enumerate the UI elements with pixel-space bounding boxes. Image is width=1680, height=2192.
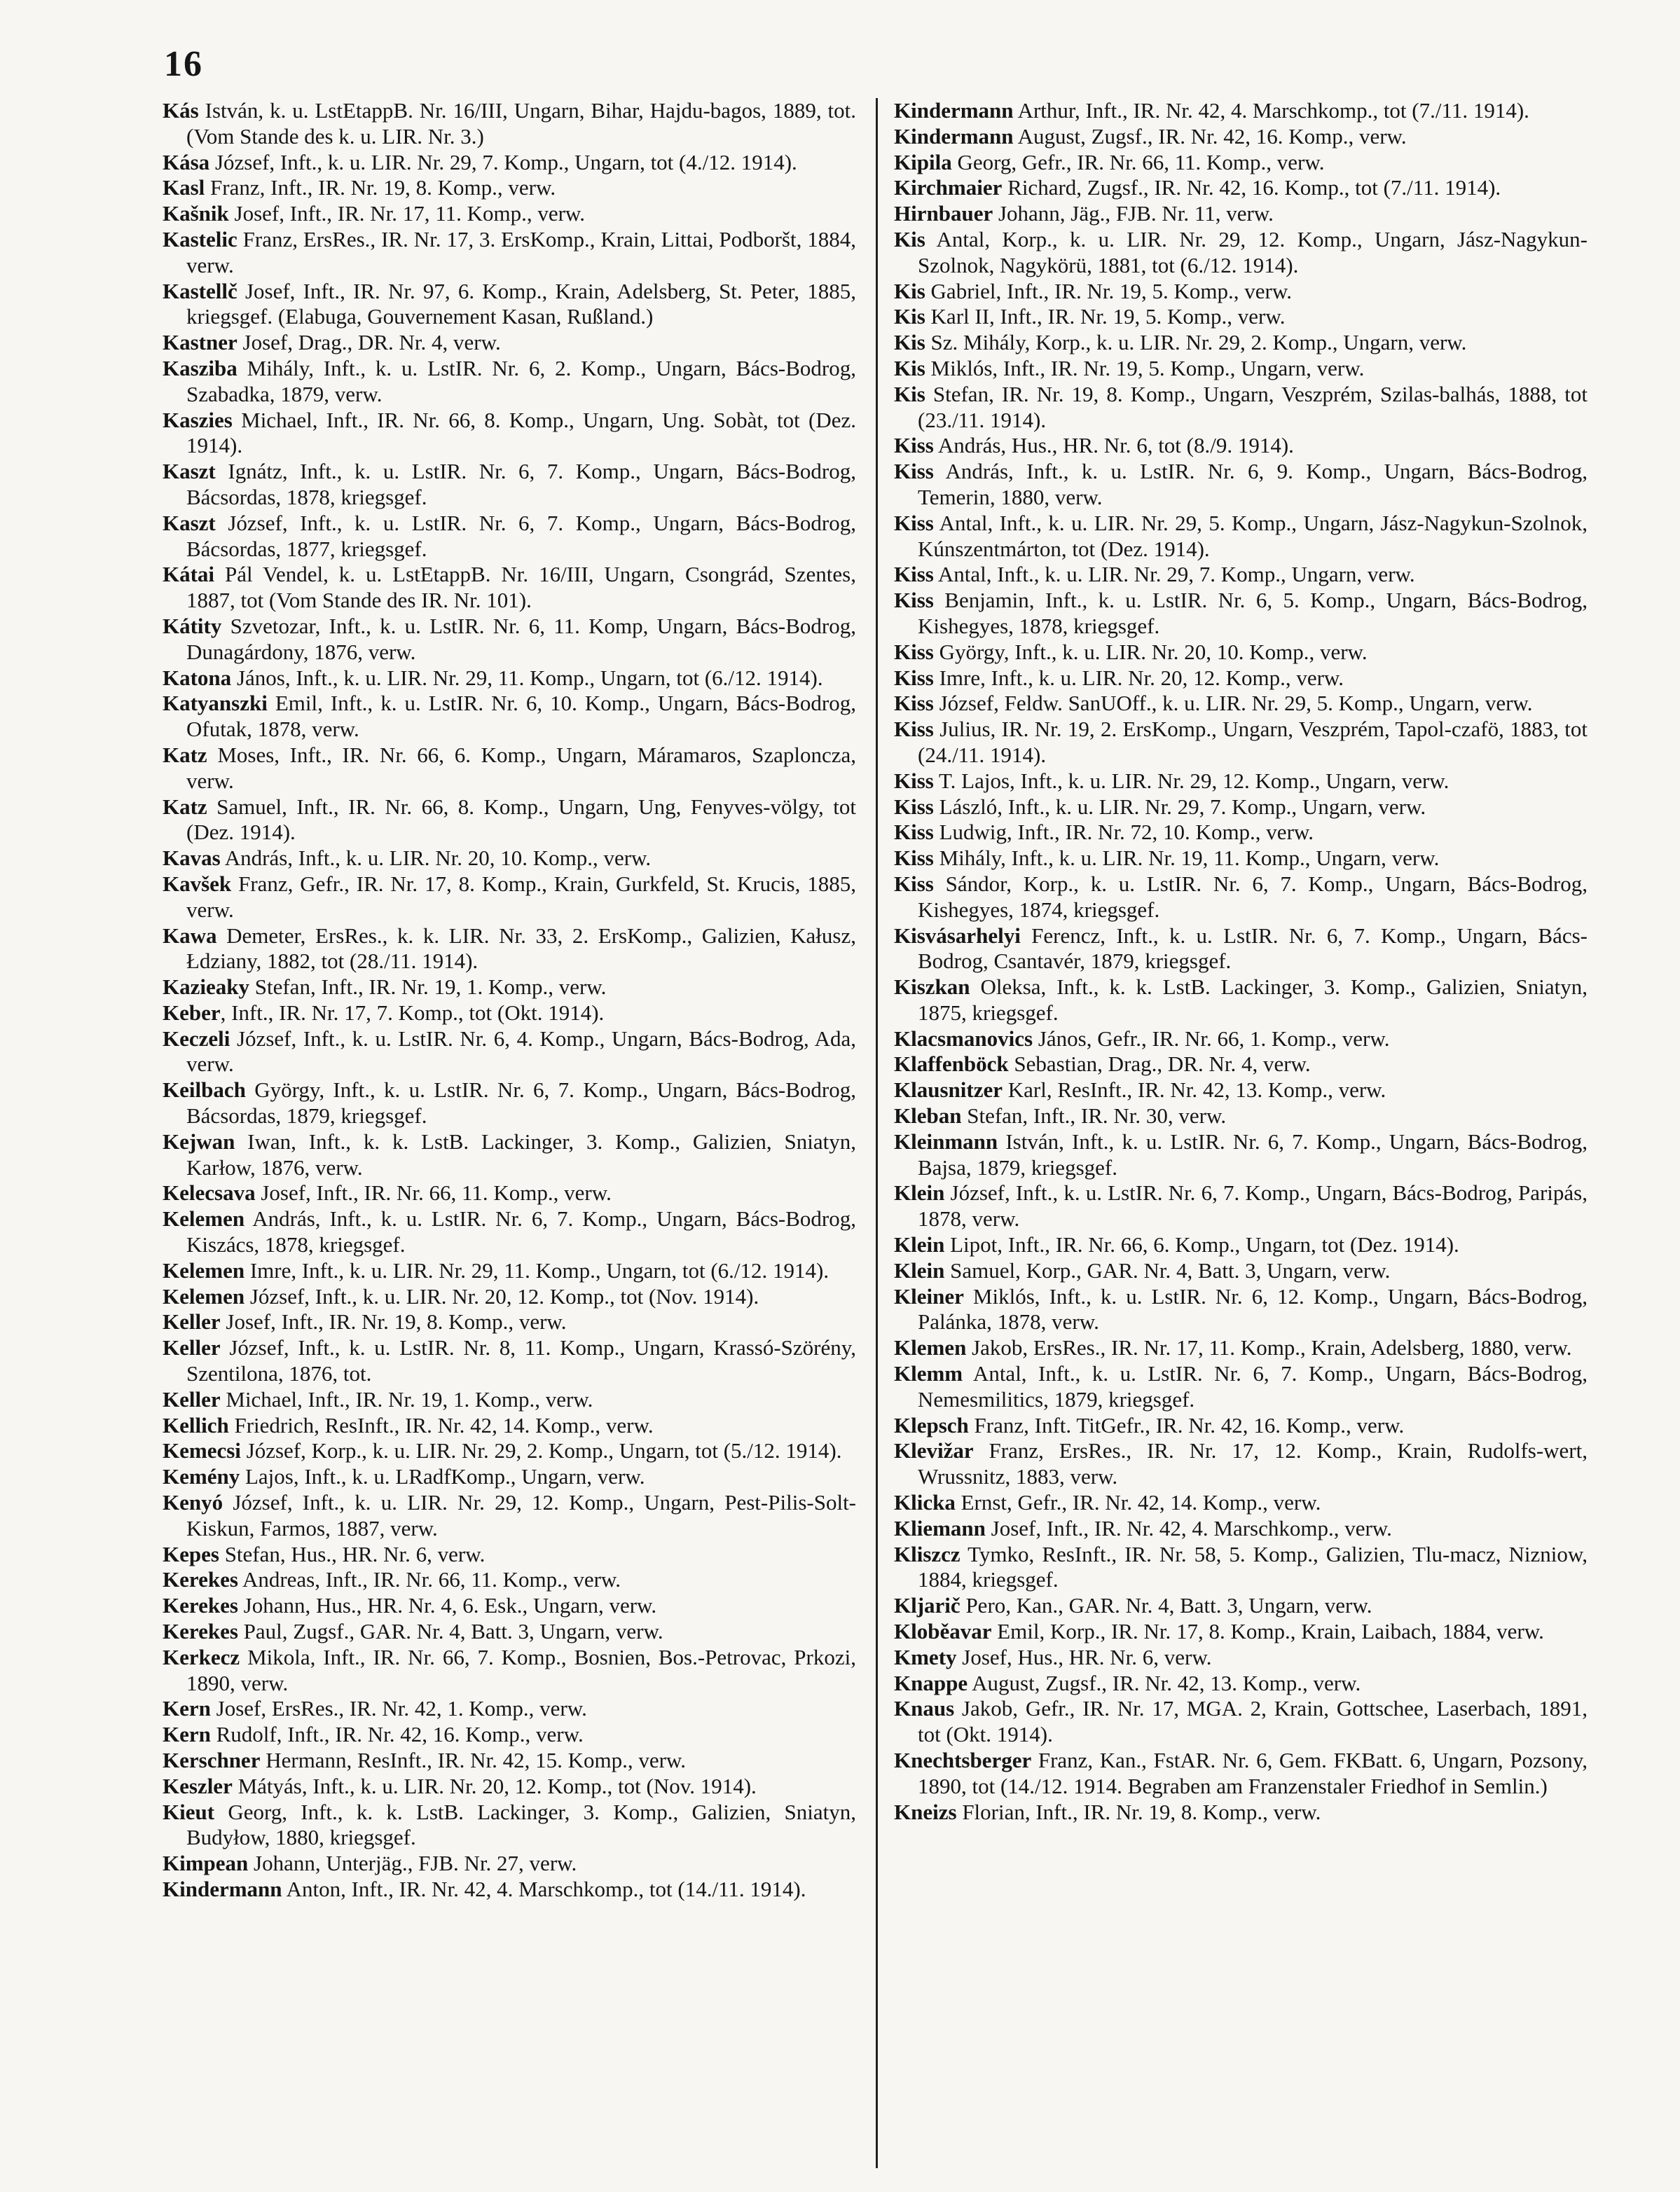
entry-surname: Kátity xyxy=(163,613,222,638)
list-entry xyxy=(894,1077,1588,1103)
entry-surname: Kiszkan xyxy=(894,974,970,1000)
list-entry xyxy=(163,201,856,227)
entry-details: Hermann, ResInft., IR. Nr. 42, 15. Komp., verw. xyxy=(260,1748,687,1772)
entry-surname: Keilbach xyxy=(163,1077,246,1103)
entry-details: Antal, Korp., k. u. LIR. Nr. 29, 12. Komp., Ungarn, Jász-Nagykun-Szolnok, Nagykörü, 1881, tot (6./12. 1914). xyxy=(918,226,1588,277)
list-entry xyxy=(894,1052,1588,1077)
entry-surname: Klausnitzer xyxy=(894,1077,1003,1103)
list-entry xyxy=(894,1413,1588,1439)
list-entry xyxy=(163,227,856,279)
list-entry xyxy=(894,1516,1588,1542)
entry-surname: Kis xyxy=(894,330,925,355)
list-entry xyxy=(894,1026,1588,1052)
entry-details: Lipot, Inft., IR. Nr. 66, 6. Komp., Ungarn, tot (Dez. 1914). xyxy=(944,1232,1459,1257)
entry-details: Franz, Inft. TitGefr., IR. Nr. 42, 16. Komp., verw. xyxy=(968,1412,1405,1438)
entry-surname: Kiss xyxy=(894,871,934,896)
list-entry xyxy=(894,124,1588,150)
list-entry xyxy=(163,1129,856,1181)
entry-details: Josef, Inft., IR. Nr. 19, 8. Komp., verw. xyxy=(220,1309,567,1335)
list-entry xyxy=(163,974,856,1000)
entry-details: Szvetozar, Inft., k. u. LstIR. Nr. 6, 11. Komp, Ungarn, Bács-Bodrog, Dunagárdony, 1876, verw. xyxy=(186,613,856,664)
list-entry xyxy=(894,1593,1588,1619)
entry-surname: Kiss xyxy=(894,691,934,716)
entry-surname: Keber xyxy=(163,1000,221,1025)
entry-details: Miklós, Inft., k. u. LstIR. Nr. 6, 12. Komp., Ungarn, Bács-Bodrog, Palánka, 1878, verw. xyxy=(918,1283,1588,1335)
entry-details: József, Inft., k. u. LIR. Nr. 20, 12. Komp., tot (Nov. 1914). xyxy=(245,1283,759,1309)
entry-details: András, Inft., k. u. LIR. Nr. 20, 10. Komp., verw. xyxy=(220,846,652,871)
entry-surname: Keczeli xyxy=(163,1026,230,1051)
list-entry xyxy=(894,1232,1588,1258)
entry-details: József, Inft., k. u. LIR. Nr. 29, 7. Komp., Ungarn, tot (4./12. 1914). xyxy=(209,149,797,174)
list-entry xyxy=(894,1671,1588,1697)
entry-surname: Kneizs xyxy=(894,1799,957,1824)
list-entry xyxy=(894,1284,1588,1336)
list-entry xyxy=(894,1335,1588,1361)
entry-surname: Hirnbauer xyxy=(894,201,993,226)
list-entry xyxy=(163,743,856,794)
entry-surname: Klemm xyxy=(894,1361,963,1386)
entry-details: Georg, Inft., k. k. LstB. Lackinger, 3. Komp., Galizien, Sniatyn, Budyłow, 1880, kriegsgef. xyxy=(186,1799,856,1850)
list-entry xyxy=(163,562,856,614)
entry-details: Franz, Inft., IR. Nr. 19, 8. Komp., verw. xyxy=(205,175,556,200)
list-entry xyxy=(163,1774,856,1800)
entry-details: Imre, Inft., k. u. LIR. Nr. 29, 11. Komp., Ungarn, tot (6./12. 1914). xyxy=(245,1257,829,1283)
list-entry xyxy=(163,1000,856,1026)
entry-surname: Kimpean xyxy=(163,1851,249,1876)
entry-details: Josef, Hus., HR. Nr. 6, verw. xyxy=(956,1644,1212,1669)
entry-details: , Inft., IR. Nr. 17, 7. Komp., tot (Okt. 1914). xyxy=(220,1000,605,1025)
entry-details: Stefan, IR. Nr. 19, 8. Komp., Ungarn, Veszprém, Szilas-balhás, 1888, tot (23./11. 1914). xyxy=(918,381,1588,432)
list-entry xyxy=(163,691,856,743)
list-entry xyxy=(163,1026,856,1078)
list-entry xyxy=(894,201,1588,227)
entry-details: Jakob, Gefr., IR. Nr. 17, MGA. 2, Krain, Gottschee, Laserbach, 1891, tot (Okt. 1914). xyxy=(918,1696,1588,1747)
list-entry xyxy=(894,640,1588,666)
list-entry xyxy=(163,1593,856,1619)
list-entry xyxy=(894,820,1588,846)
list-entry xyxy=(163,1567,856,1593)
entry-details: Josef, Inft., IR. Nr. 97, 6. Komp., Krain, Adelsberg, St. Peter, 1885, kriegsgef. (Elabuga, Gouvernement Kasan, Rußland.) xyxy=(186,278,856,329)
entry-details: Pál Vendel, k. u. LstEtappB. Nr. 16/III, Ungarn, Csongrád, Szentes, 1887, tot (Vom Stande des IR. Nr. 101). xyxy=(186,562,856,613)
entry-surname: Kaszt xyxy=(163,459,216,484)
list-entry xyxy=(163,794,856,846)
entry-details: Arthur, Inft., IR. Nr. 42, 4. Marschkomp., tot (7./11. 1914). xyxy=(1013,98,1529,123)
entry-details: Imre, Inft., k. u. LIR. Nr. 20, 12. Komp., verw. xyxy=(933,665,1344,690)
entry-details: Josef, Inft., IR. Nr. 17, 11. Komp., verw. xyxy=(228,201,586,226)
entry-details: August, Zugsf., IR. Nr. 42, 13. Komp., verw. xyxy=(968,1670,1361,1695)
list-entry xyxy=(894,1180,1588,1232)
entry-details: Mátyás, Inft., k. u. LIR. Nr. 20, 12. Komp., tot (Nov. 1914). xyxy=(232,1773,757,1798)
entry-surname: Kiss xyxy=(894,510,934,535)
entry-surname: Kleiner xyxy=(894,1283,964,1309)
entry-surname: Kelemen xyxy=(163,1206,245,1232)
list-entry xyxy=(163,1722,856,1748)
list-entry xyxy=(163,1335,856,1387)
entry-details: Oleksa, Inft., k. k. LstB. Lackinger, 3. Komp., Galizien, Sniatyn, 1875, kriegsgef. xyxy=(918,974,1588,1025)
entry-details: Sz. Mihály, Korp., k. u. LIR. Nr. 29, 2. Komp., Ungarn, verw. xyxy=(925,330,1467,355)
entry-details: Franz, ErsRes., IR. Nr. 17, 3. ErsKomp., Krain, Littai, Podboršt, 1884, verw. xyxy=(186,226,856,277)
entry-surname: Klein xyxy=(894,1232,945,1257)
entry-surname: Kaszies xyxy=(163,407,233,432)
entry-surname: Kemény xyxy=(163,1464,240,1489)
entry-details: András, Inft., k. u. LstIR. Nr. 6, 9. Komp., Ungarn, Bács-Bodrog, Temerin, 1880, verw. xyxy=(918,459,1588,509)
entry-surname: Kis xyxy=(894,381,925,406)
entry-details: Miklós, Inft., IR. Nr. 19, 5. Komp., Ungarn, verw. xyxy=(925,355,1365,380)
entry-surname: Kerekes xyxy=(163,1567,238,1592)
entry-surname: Katona xyxy=(163,665,232,690)
list-entry xyxy=(163,408,856,460)
list-entry xyxy=(163,98,856,150)
entry-details: Josef, Inft., IR. Nr. 66, 11. Komp., verw. xyxy=(255,1180,612,1206)
list-entry xyxy=(894,846,1588,871)
entry-surname: Katz xyxy=(163,742,207,767)
entry-surname: Kemecsi xyxy=(163,1438,241,1463)
list-entry xyxy=(894,1258,1588,1284)
list-entry xyxy=(163,1180,856,1206)
entry-details: Ludwig, Inft., IR. Nr. 72, 10. Komp., verw. xyxy=(933,820,1314,845)
entry-surname: Kawa xyxy=(163,923,217,948)
entry-details: Richard, Zugsf., IR. Nr. 42, 16. Komp., tot (7./11. 1914). xyxy=(1002,175,1501,200)
list-entry xyxy=(894,1696,1588,1748)
list-entry xyxy=(894,666,1588,691)
entry-details: Lajos, Inft., k. u. LRadfKomp., Ungarn, verw. xyxy=(240,1464,645,1489)
entry-details: Florian, Inft., IR. Nr. 19, 8. Komp., verw. xyxy=(956,1799,1321,1824)
list-entry xyxy=(163,1258,856,1284)
entry-details: László, Inft., k. u. LIR. Nr. 29, 7. Komp., Ungarn, verw. xyxy=(933,794,1426,819)
entry-surname: Kindermann xyxy=(894,98,1014,123)
entry-details: Emil, Inft., k. u. LstIR. Nr. 6, 10. Komp., Ungarn, Bács-Bodrog, Ofutak, 1878, verw. xyxy=(186,691,856,742)
list-entry xyxy=(163,871,856,923)
list-entry xyxy=(163,1619,856,1645)
list-entry xyxy=(163,1438,856,1464)
entry-details: József, Inft., k. u. LstIR. Nr. 6, 7. Komp., Ungarn, Bács-Bodrog, Bácsordas, 1877, kriegsgef. xyxy=(186,510,856,561)
entry-surname: Kejwan xyxy=(163,1129,235,1154)
entry-surname: Klein xyxy=(894,1180,945,1206)
entry-surname: Kašnik xyxy=(163,201,229,226)
entry-surname: Kipila xyxy=(894,149,952,174)
entry-details: Sebastian, Drag., DR. Nr. 4, verw. xyxy=(1008,1052,1311,1077)
entry-surname: Klicka xyxy=(894,1490,956,1515)
entry-surname: Kás xyxy=(163,98,199,123)
list-entry xyxy=(163,1413,856,1439)
entry-details: Ignátz, Inft., k. u. LstIR. Nr. 6, 7. Komp., Ungarn, Bács-Bodrog, Bácsordas, 1878, kriegsgef. xyxy=(186,459,856,509)
entry-details: T. Lajos, Inft., k. u. LIR. Nr. 29, 12. Komp., Ungarn, verw. xyxy=(933,768,1450,793)
entry-details: József, Inft., k. u. LIR. Nr. 29, 12. Komp., Ungarn, Pest-Pilis-Solt-Kiskun, Farmos, 1887, verw. xyxy=(186,1490,856,1540)
list-entry xyxy=(894,1619,1588,1645)
entry-details: Franz, Gefr., IR. Nr. 17, 8. Komp., Krain, Gurkfeld, St. Krucis, 1885, verw. xyxy=(186,871,856,922)
entry-surname: Kern xyxy=(163,1722,211,1747)
left-column xyxy=(163,98,856,1903)
entry-surname: Kasziba xyxy=(163,355,237,380)
entry-surname: Kastellč xyxy=(163,278,237,303)
entry-surname: Kastner xyxy=(163,330,237,355)
entry-surname: Kis xyxy=(894,278,925,303)
entry-details: Rudolf, Inft., IR. Nr. 42, 16. Komp., verw. xyxy=(210,1722,584,1747)
list-entry xyxy=(894,330,1588,356)
list-entry xyxy=(894,768,1588,794)
entry-surname: Klevižar xyxy=(894,1438,974,1463)
entry-details: Mihály, Inft., k. u. LstIR. Nr. 6, 2. Komp., Ungarn, Bács-Bodrog, Szabadka, 1879, verw. xyxy=(186,355,856,406)
entry-details: Demeter, ErsRes., k. k. LIR. Nr. 33, 2. ErsKomp., Galizien, Kałusz, Łdziany, 1882, tot (28./11. 1914). xyxy=(186,923,856,974)
list-entry xyxy=(894,459,1588,511)
entry-details: Andreas, Inft., IR. Nr. 66, 11. Komp., verw. xyxy=(237,1567,621,1592)
entry-surname: Kmety xyxy=(894,1644,957,1669)
entry-surname: Kiss xyxy=(894,820,934,845)
entry-surname: Klemen xyxy=(894,1335,967,1360)
entry-surname: Kerkecz xyxy=(163,1644,240,1669)
entry-details: Josef, ErsRes., IR. Nr. 42, 1. Komp., verw. xyxy=(210,1696,587,1721)
entry-details: Emil, Korp., IR. Nr. 17, 8. Komp., Krain, Laibach, 1884, verw. xyxy=(991,1619,1544,1644)
list-entry xyxy=(894,227,1588,279)
entry-details: Jakob, ErsRes., IR. Nr. 17, 11. Komp., Krain, Adelsberg, 1880, verw. xyxy=(966,1335,1572,1360)
entry-surname: Keller xyxy=(163,1309,221,1335)
entry-details: János, Inft., k. u. LIR. Nr. 29, 11. Komp., Ungarn, tot (6./12. 1914). xyxy=(231,665,823,690)
entry-details: István, Inft., k. u. LstIR. Nr. 6, 7. Komp., Ungarn, Bács-Bodrog, Bajsa, 1879, kriegsgef. xyxy=(918,1129,1588,1180)
entry-details: Antal, Inft., k. u. LstIR. Nr. 6, 7. Komp., Ungarn, Bács-Bodrog, Nemesmilitics, 1879, kriegsgef. xyxy=(918,1361,1588,1412)
list-entry xyxy=(894,1542,1588,1594)
list-entry xyxy=(163,279,856,331)
list-entry xyxy=(894,1748,1588,1800)
entry-surname: Kiss xyxy=(894,794,934,819)
entry-surname: Kern xyxy=(163,1696,211,1721)
list-entry xyxy=(163,1206,856,1258)
entry-surname: Kepes xyxy=(163,1541,219,1566)
list-entry xyxy=(894,433,1588,459)
entry-surname: Klepsch xyxy=(894,1412,969,1438)
entry-surname: Knechtsberger xyxy=(894,1748,1032,1772)
entry-surname: Kirchmaier xyxy=(894,175,1003,200)
entry-details: Paul, Zugsf., GAR. Nr. 4, Batt. 3, Ungarn, verw. xyxy=(237,1619,663,1644)
list-entry xyxy=(894,511,1588,563)
entry-surname: Kliemann xyxy=(894,1515,986,1540)
entry-details: Sándor, Korp., k. u. LstIR. Nr. 6, 7. Komp., Ungarn, Bács-Bodrog, Kishegyes, 1874, kriegsgef. xyxy=(918,871,1588,922)
entry-details: András, Inft., k. u. LstIR. Nr. 6, 7. Komp., Ungarn, Bács-Bodrog, Kiszács, 1878, kriegsgef. xyxy=(186,1206,856,1257)
entry-details: Tymko, ResInft., IR. Nr. 58, 5. Komp., Galizien, Tlu-macz, Nizniow, 1884, kriegsgef. xyxy=(918,1541,1588,1592)
list-entry xyxy=(163,666,856,691)
right-column xyxy=(894,98,1588,1825)
list-entry xyxy=(894,1103,1588,1129)
entry-surname: Kiss xyxy=(894,562,934,587)
list-entry xyxy=(163,923,856,975)
list-entry xyxy=(894,794,1588,820)
entry-surname: Kiss xyxy=(894,768,934,793)
entry-details: Friedrich, ResInft., IR. Nr. 42, 14. Komp., verw. xyxy=(228,1412,654,1438)
entry-details: Ernst, Gefr., IR. Nr. 42, 14. Komp., verw. xyxy=(955,1490,1321,1515)
list-entry xyxy=(163,1800,856,1852)
entry-surname: Kerekes xyxy=(163,1593,238,1618)
entry-details: András, Hus., HR. Nr. 6, tot (8./9. 1914). xyxy=(933,433,1294,458)
list-entry xyxy=(894,356,1588,382)
entry-surname: Kátai xyxy=(163,562,215,587)
list-entry xyxy=(163,1696,856,1722)
entry-surname: Kiss xyxy=(894,846,934,871)
entry-surname: Kavas xyxy=(163,846,221,871)
list-entry xyxy=(163,1851,856,1877)
list-entry xyxy=(163,356,856,408)
entry-details: György, Inft., k. u. LIR. Nr. 20, 10. Komp., verw. xyxy=(933,639,1368,664)
entry-surname: Kenyó xyxy=(163,1490,223,1515)
entry-details: Samuel, Inft., IR. Nr. 66, 8. Komp., Ungarn, Ung, Fenyves-völgy, tot (Dez. 1914). xyxy=(186,794,856,845)
list-entry xyxy=(894,98,1588,124)
entry-details: József, Inft., k. u. LstIR. Nr. 6, 7. Komp., Ungarn, Bács-Bodrog, Paripás, 1878, verw. xyxy=(918,1180,1588,1232)
entry-details: Karl II, Inft., IR. Nr. 19, 5. Komp., verw. xyxy=(925,304,1286,329)
entry-details: Johann, Jäg., FJB. Nr. 11, verw. xyxy=(993,201,1274,226)
entry-surname: Kazieaky xyxy=(163,974,249,1000)
list-entry xyxy=(894,279,1588,305)
list-entry xyxy=(163,1645,856,1697)
column-divider xyxy=(876,98,878,2168)
entry-details: György, Inft., k. u. LstIR. Nr. 6, 7. Komp., Ungarn, Bács-Bodrog, Bácsordas, 1879, kriegsgef. xyxy=(186,1077,856,1129)
entry-surname: Kiss xyxy=(894,639,934,664)
entry-details: Iwan, Inft., k. k. LstB. Lackinger, 3. Komp., Galizien, Sniatyn, Karłow, 1876, verw. xyxy=(186,1129,856,1180)
entry-surname: Kis xyxy=(894,226,925,251)
entry-details: August, Zugsf., IR. Nr. 42, 16. Komp., verw. xyxy=(1013,123,1407,149)
entry-surname: Kaszt xyxy=(163,510,216,535)
list-entry xyxy=(894,1800,1588,1826)
entry-surname: Kiss xyxy=(894,588,934,613)
entry-details: Pero, Kan., GAR. Nr. 4, Batt. 3, Ungarn, verw. xyxy=(960,1593,1372,1618)
entry-surname: Kastelic xyxy=(163,226,237,251)
entry-surname: Katyanszki xyxy=(163,691,268,716)
entry-details: Antal, Inft., k. u. LIR. Nr. 29, 7. Komp., Ungarn, verw. xyxy=(933,562,1415,587)
entry-surname: Kerekes xyxy=(163,1619,238,1644)
list-entry xyxy=(163,175,856,201)
entry-surname: Klein xyxy=(894,1257,945,1283)
entry-details: Stefan, Inft., IR. Nr. 19, 1. Komp., verw. xyxy=(249,974,607,1000)
list-entry xyxy=(163,846,856,871)
list-entry xyxy=(163,614,856,666)
list-entry xyxy=(163,511,856,563)
entry-details: Anton, Inft., IR. Nr. 42, 4. Marschkomp., tot (14./11. 1914). xyxy=(282,1876,806,1901)
entry-surname: Kiss xyxy=(894,665,934,690)
list-entry xyxy=(163,1748,856,1774)
list-entry xyxy=(894,382,1588,434)
entry-details: József, Inft., k. u. LstIR. Nr. 6, 4. Komp., Ungarn, Bács-Bodrog, Ada, verw. xyxy=(186,1026,856,1077)
entry-details: József, Korp., k. u. LIR. Nr. 29, 2. Komp., Ungarn, tot (5./12. 1914). xyxy=(240,1438,842,1463)
list-entry xyxy=(163,1542,856,1568)
entry-details: Josef, Inft., IR. Nr. 42, 4. Marschkomp., verw. xyxy=(985,1515,1392,1540)
list-entry xyxy=(894,562,1588,588)
list-entry xyxy=(894,1645,1588,1671)
entry-surname: Kljarič xyxy=(894,1593,961,1618)
entry-surname: Kása xyxy=(163,149,210,174)
page-number: 16 xyxy=(164,44,203,84)
entry-surname: Kis xyxy=(894,355,925,380)
list-entry xyxy=(163,1309,856,1335)
list-entry xyxy=(163,330,856,356)
entry-details: Mikola, Inft., IR. Nr. 66, 7. Komp., Bosnien, Bos.-Petrovac, Prkozi, 1890, verw. xyxy=(186,1644,856,1695)
list-entry xyxy=(894,150,1588,176)
entry-surname: Kindermann xyxy=(163,1876,282,1901)
entry-surname: Kisvásarhelyi xyxy=(894,923,1021,948)
entry-surname: Keszler xyxy=(163,1773,233,1798)
entry-surname: Katz xyxy=(163,794,207,819)
entry-surname: Kasl xyxy=(163,175,205,200)
entry-details: Mihály, Inft., k. u. LIR. Nr. 19, 11. Komp., Ungarn, verw. xyxy=(933,846,1440,871)
entry-details: Johann, Hus., HR. Nr. 4, 6. Esk., Ungarn, verw. xyxy=(237,1593,657,1618)
entry-surname: Kelecsava xyxy=(163,1180,256,1206)
list-entry xyxy=(163,1077,856,1129)
entry-surname: Kelemen xyxy=(163,1283,245,1309)
list-entry xyxy=(894,691,1588,717)
list-entry xyxy=(894,1490,1588,1516)
entry-details: József, Inft., k. u. LstIR. Nr. 8, 11. Komp., Ungarn, Krassó-Szörény, Szentilona, 1876, tot. xyxy=(186,1335,856,1386)
list-entry xyxy=(163,1464,856,1490)
entry-surname: Kleinmann xyxy=(894,1129,998,1154)
list-entry xyxy=(894,304,1588,330)
list-entry xyxy=(894,175,1588,201)
entry-details: Benjamin, Inft., k. u. LstIR. Nr. 6, 5. Komp., Ungarn, Bács-Bodrog, Kishegyes, 1878, kriegsgef. xyxy=(918,588,1588,638)
entry-details: Michael, Inft., IR. Nr. 66, 8. Komp., Ungarn, Ung. Sobàt, tot (Dez. 1914). xyxy=(186,407,856,458)
list-entry xyxy=(163,150,856,176)
entry-surname: Kieut xyxy=(163,1799,215,1824)
list-entry xyxy=(894,871,1588,923)
list-entry xyxy=(894,588,1588,640)
entry-surname: Kliszcz xyxy=(894,1541,961,1566)
entry-surname: Kis xyxy=(894,304,925,329)
entry-surname: Kloběavar xyxy=(894,1619,992,1644)
entry-surname: Keller xyxy=(163,1335,221,1360)
entry-details: Karl, ResInft., IR. Nr. 42, 13. Komp., verw. xyxy=(1003,1077,1386,1103)
entry-details: Ferencz, Inft., k. u. LstIR. Nr. 6, 7. Komp., Ungarn, Bács-Bodrog, Csantavér, 1879, kriegsgef. xyxy=(918,923,1588,974)
entry-surname: Kavšek xyxy=(163,871,232,896)
list-entry xyxy=(894,1129,1588,1181)
entry-surname: Klacsmanovics xyxy=(894,1026,1033,1051)
entry-surname: Kiss xyxy=(894,433,934,458)
entry-details: Stefan, Inft., IR. Nr. 30, verw. xyxy=(961,1103,1227,1129)
entry-details: István, k. u. LstEtappB. Nr. 16/III, Ungarn, Bihar, Hajdu-bagos, 1889, tot. (Vom Stande des k. u. LIR. Nr. 3.) xyxy=(186,98,856,149)
list-entry xyxy=(894,1438,1588,1490)
list-entry xyxy=(894,923,1588,975)
entry-details: Samuel, Korp., GAR. Nr. 4, Batt. 3, Ungarn, verw. xyxy=(944,1257,1391,1283)
entry-details: József, Feldw. SanUOff., k. u. LIR. Nr. 29, 5. Komp., Ungarn, verw. xyxy=(933,691,1533,716)
entry-surname: Kiss xyxy=(894,717,934,742)
list-entry xyxy=(163,1387,856,1413)
entry-details: Michael, Inft., IR. Nr. 19, 1. Komp., verw. xyxy=(220,1386,593,1412)
list-entry xyxy=(894,717,1588,768)
entry-surname: Kellich xyxy=(163,1412,229,1438)
entry-details: János, Gefr., IR. Nr. 66, 1. Komp., verw. xyxy=(1033,1026,1390,1051)
entry-surname: Kindermann xyxy=(894,123,1014,149)
list-entry xyxy=(163,1490,856,1542)
entry-surname: Kleban xyxy=(894,1103,962,1129)
list-entry xyxy=(894,974,1588,1026)
entry-surname: Knaus xyxy=(894,1696,955,1721)
entry-details: Franz, Kan., FstAR. Nr. 6, Gem. FKBatt. 6, Ungarn, Pozsony, 1890, tot (14./12. 1914. Begraben am Franzenstaler Friedhof in Semlin.) xyxy=(918,1748,1588,1798)
entry-details: Moses, Inft., IR. Nr. 66, 6. Komp., Ungarn, Máramaros, Szaploncza, verw. xyxy=(186,742,856,793)
entry-details: Antal, Inft., k. u. LIR. Nr. 29, 5. Komp., Ungarn, Jász-Nagykun-Szolnok, Kúnszentmárton, tot (Dez. 1914). xyxy=(918,510,1588,561)
entry-details: Georg, Gefr., IR. Nr. 66, 11. Komp., verw. xyxy=(951,149,1325,174)
entry-surname: Kerschner xyxy=(163,1748,261,1772)
entry-details: Julius, IR. Nr. 19, 2. ErsKomp., Ungarn, Veszprém, Tapol-czafö, 1883, tot (24./11. 1914). xyxy=(918,717,1588,767)
entry-surname: Kiss xyxy=(894,459,934,484)
entry-details: Gabriel, Inft., IR. Nr. 19, 5. Komp., verw. xyxy=(925,278,1292,303)
list-entry xyxy=(163,1284,856,1310)
entry-details: Franz, ErsRes., IR. Nr. 17, 12. Komp., Krain, Rudolfs-wert, Wrussnitz, 1883, verw. xyxy=(918,1438,1588,1489)
entry-details: Josef, Drag., DR. Nr. 4, verw. xyxy=(237,330,501,355)
entry-surname: Keller xyxy=(163,1386,221,1412)
entry-surname: Kelemen xyxy=(163,1257,245,1283)
entry-details: Stefan, Hus., HR. Nr. 6, verw. xyxy=(219,1541,486,1566)
list-entry xyxy=(163,1877,856,1903)
list-entry xyxy=(163,459,856,511)
entry-surname: Knappe xyxy=(894,1670,968,1695)
entry-details: Johann, Unterjäg., FJB. Nr. 27, verw. xyxy=(248,1851,577,1876)
list-entry xyxy=(894,1361,1588,1413)
entry-surname: Klaffenböck xyxy=(894,1052,1009,1077)
